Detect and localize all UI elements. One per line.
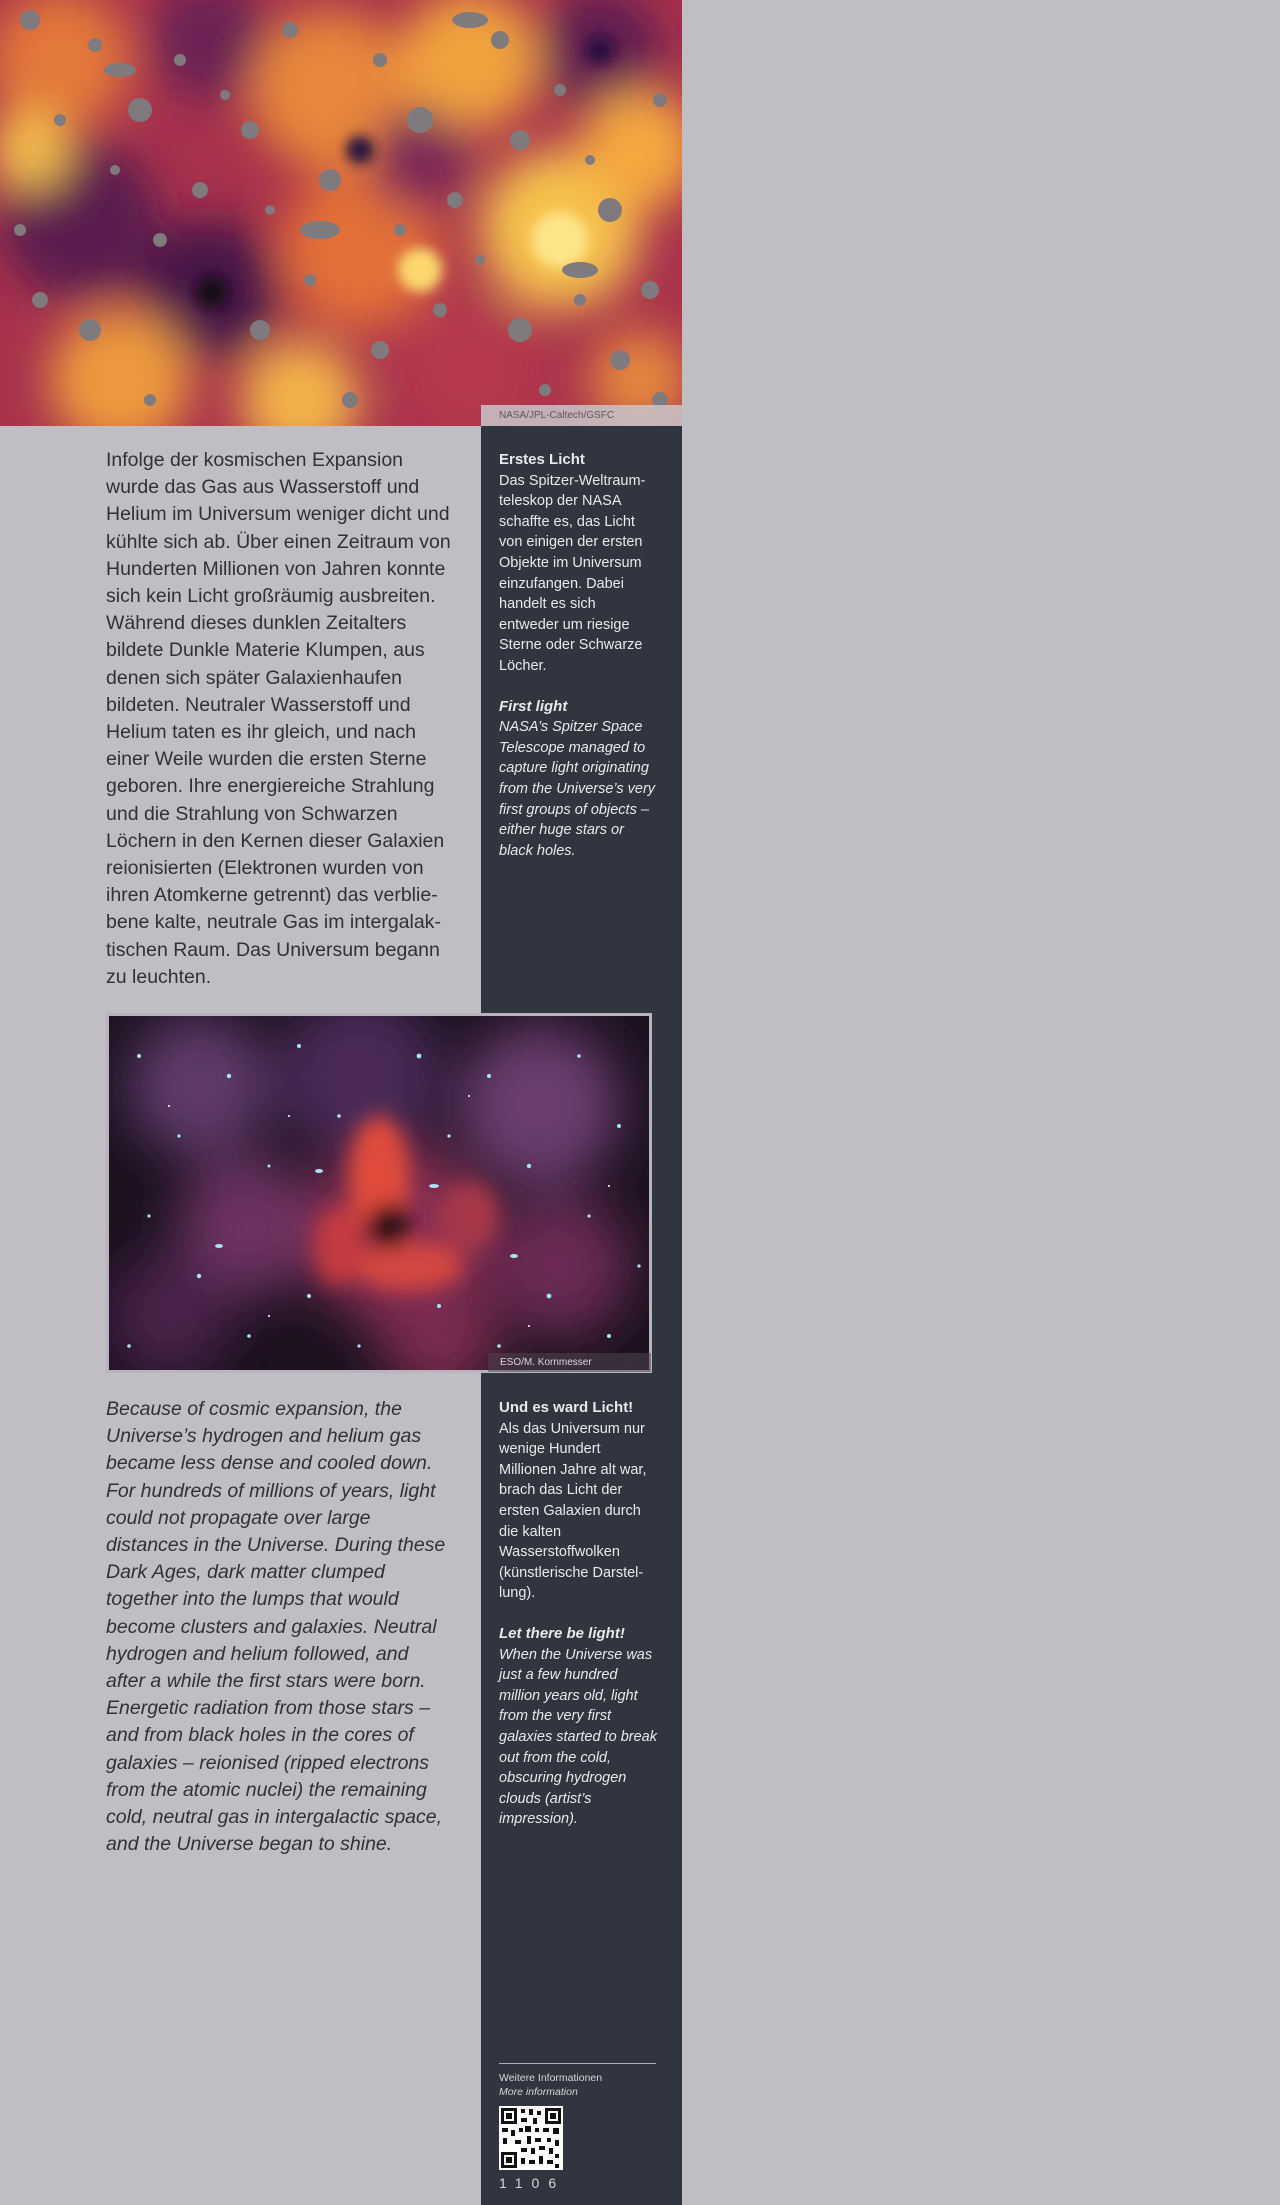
exhibit-code: 1106 bbox=[499, 2175, 566, 2191]
caption-let-there-be-light bbox=[499, 1398, 659, 1830]
qr-code-icon[interactable] bbox=[499, 2106, 563, 2170]
nebula-image bbox=[106, 1013, 652, 1373]
caption-text-de: Als das Universum nur wenige Hundert Millionen Jahre alt war, brach das Licht der ersten Galaxien durch die kalten Wasserstoffwolken (künstlerische Darstellung). bbox=[499, 1420, 647, 1602]
footer-divider bbox=[499, 2063, 656, 2064]
caption-text-en: NASA’s Spitzer Space Telescope managed to capture light originating from the Universe’s very first groups of objects – either huge stars or black holes. bbox=[499, 719, 656, 859]
caption-text-de: Das Spitzer-Weltraumteleskop der NASA schaffte es, das Licht von einigen der ersten Objekte im Universum einzufangen. Dabei handelt es sich entweder um riesige Sterne oder Schwarze Löcher. bbox=[499, 472, 646, 674]
caption-first-light bbox=[499, 450, 659, 861]
caption-title-de: Erstes Licht bbox=[499, 451, 585, 468]
cosmic-background-image bbox=[0, 0, 682, 426]
image-credit-middle: ESO/M. Kornmesser bbox=[488, 1353, 651, 1372]
main-text-german: Infolge der kosmischen Expansion wurde das Gas aus Wasserstoff und Helium im Universum weniger dicht und kühlte sich ab. Über einen Zeitraum von Hunderten Millionen von Jahren konnte sich kein Licht großräumig ausbreiten. Während dieses dunklen Zeitalters bildete Dunkle Materie Klumpen, aus denen sich später Galaxienhaufen bildeten. Neutraler Wasserstoff und Helium taten es ihr gleich, und nach einer Weile wurden die ersten Sterne geboren. Ihre energiereiche Strahlung und die Strahlung von Schwarzen Löchern in den Kernen dieser Galaxien reionisierten (Elektronen wurden von ihren Atomkerne getrennt) das verbliebene kalte, neutrale Gas im intergalaktischen Raum. Das Universum begann zu leuchten. bbox=[106, 449, 451, 988]
image-credit-top: NASA/JPL-Caltech/GSFC bbox=[481, 405, 682, 426]
more-information-de: Weitere Informationen bbox=[499, 2072, 603, 2084]
caption-text-en: When the Universe was just a few hundred million years old, light from the very first galaxies started to break out from the cold, obscuring hydrogen clouds (artist’s impression). bbox=[499, 1646, 657, 1828]
more-information-en: More information bbox=[499, 2086, 578, 2098]
caption-title-de: Und es ward Licht! bbox=[499, 1399, 634, 1416]
main-text-english: Because of cosmic expansion, the Universe’s hydrogen and helium gas became less dense and cooled down. For hundreds of millions of years, light could not propagate over large distances in the Universe. During these Dark Ages, dark matter clumped together into the lumps that would become clusters and galaxies. Neutral hydrogen and helium followed, and after a while the first stars were born. Energetic radiation from those stars – and from black holes in the cores of galaxies – reionised (ripped electrons from the atomic nuclei) the remaining cold, neutral gas in intergalactic space, and the Universe began to shine. bbox=[106, 1398, 446, 1856]
caption-title-en: Let there be light! bbox=[499, 1624, 625, 1642]
caption-title-en: First light bbox=[499, 697, 568, 715]
